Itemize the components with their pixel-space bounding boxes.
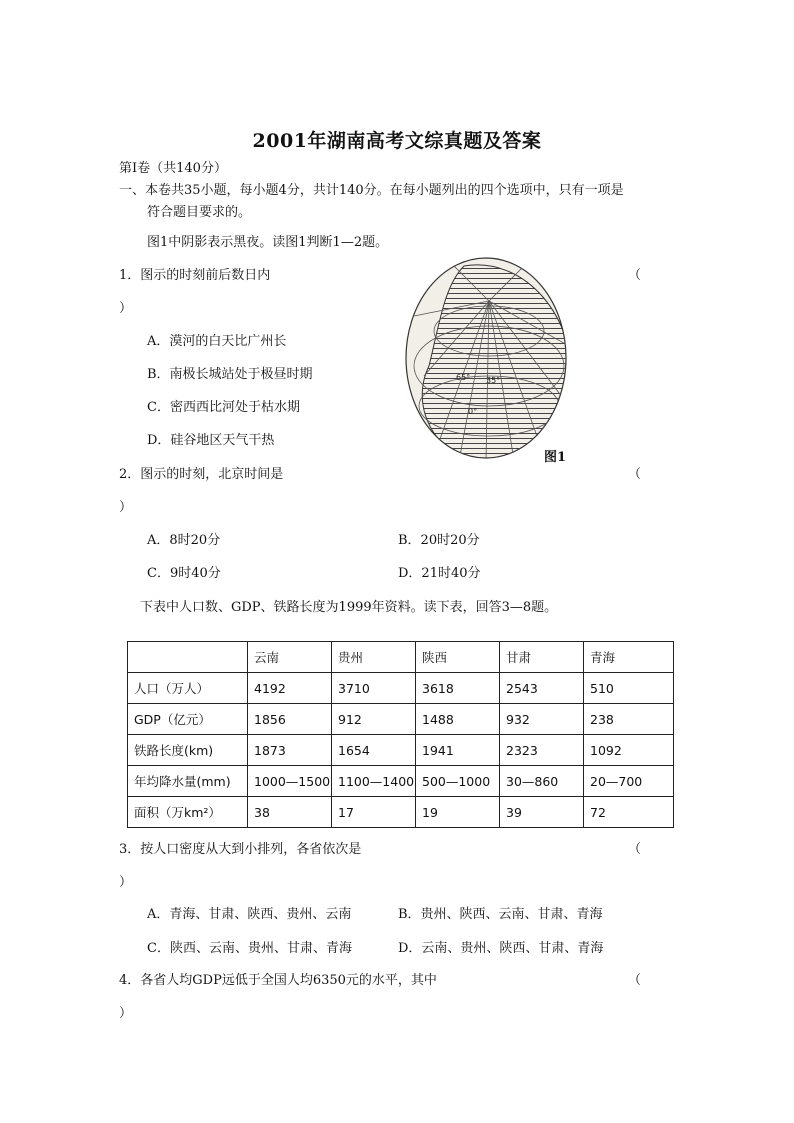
table-cell: 19	[416, 797, 500, 828]
province-data-table	[127, 641, 674, 828]
table-cell: 17	[332, 797, 416, 828]
table-header-cell: 云南	[248, 642, 332, 673]
table-intro: 下表中人口数、GDP、铁路长度为1999年资料。读下表，回答3—8题。	[140, 600, 558, 615]
table-row	[128, 797, 674, 828]
table-cell: 1488	[416, 704, 500, 735]
lat-label-0: 0°	[468, 407, 478, 416]
lat-label-35: 35°	[486, 376, 501, 385]
table-row	[128, 735, 674, 766]
q3-answer-paren-left: （	[628, 842, 642, 857]
table-cell: 38	[248, 797, 332, 828]
table-cell: 912	[332, 704, 416, 735]
q3-stem: 3．按人口密度从大到小排列，各省依次是	[119, 842, 362, 857]
table-cell: 20—700	[584, 766, 674, 797]
table-header-cell	[128, 642, 248, 673]
table-cell: 年均降水量(mm)	[128, 766, 248, 797]
q2-answer-paren-right: ）	[119, 500, 133, 515]
q2-option-a: A．8时20分	[147, 533, 221, 548]
page-title: 2001年湖南高考文综真题及答案	[252, 130, 542, 152]
q1-option-c: C．密西西比河处于枯水期	[147, 400, 300, 415]
q3-option-d: D．云南、贵州、陕西、甘肃、青海	[398, 941, 604, 956]
figure-caption: 图1	[544, 450, 567, 465]
figure-intro: 图1中阴影表示黑夜。读图1判断1—2题。	[147, 235, 389, 250]
table-cell: 30—860	[500, 766, 584, 797]
q3-answer-paren-right: ）	[119, 875, 133, 890]
table-cell: 500—1000	[416, 766, 500, 797]
q4-answer-paren-left: （	[628, 973, 642, 988]
instruction-line-1: 一、本卷共35小题，每小题4分，共计140分。在每小题列出的四个选项中，只有一项是	[119, 183, 624, 198]
table-cell: 72	[584, 797, 674, 828]
table-cell: 2543	[500, 673, 584, 704]
table-cell: 2323	[500, 735, 584, 766]
table-cell: 1873	[248, 735, 332, 766]
q1-option-b: B．南极长城站处于极昼时期	[147, 367, 313, 382]
table-cell: 4192	[248, 673, 332, 704]
q1-option-a: A．漠河的白天比广州长	[147, 334, 287, 349]
table-header-row	[128, 642, 674, 673]
table-cell: 3710	[332, 673, 416, 704]
table-row	[128, 766, 674, 797]
table-header-cell: 贵州	[332, 642, 416, 673]
instruction-line-2: 符合题目要求的。	[147, 205, 252, 220]
table-row	[128, 673, 674, 704]
table-cell: 人口（万人）	[128, 673, 248, 704]
q1-answer-paren-right: ）	[119, 301, 133, 316]
q3-option-b: B．贵州、陕西、云南、甘肃、青海	[398, 907, 603, 922]
q2-option-d: D．21时40分	[398, 566, 481, 581]
table-header-cell: 甘肃	[500, 642, 584, 673]
q3-option-c: C．陕西、云南、贵州、甘肃、青海	[147, 941, 352, 956]
table-cell: 238	[584, 704, 674, 735]
table-cell: 面积（万km²）	[128, 797, 248, 828]
table-header-cell: 陕西	[416, 642, 500, 673]
table-cell: 1000—1500	[248, 766, 332, 797]
q1-stem: 1．图示的时刻前后数日内	[119, 268, 271, 283]
table-cell: 39	[500, 797, 584, 828]
table-cell: 510	[584, 673, 674, 704]
section-heading: 第Ⅰ卷（共140分）	[119, 161, 227, 176]
q4-answer-paren-right: ）	[119, 1006, 133, 1021]
table-cell: 1941	[416, 735, 500, 766]
table-row	[128, 704, 674, 735]
table-header-cell: 青海	[584, 642, 674, 673]
q2-answer-paren-left: （	[628, 467, 642, 482]
table-cell: 3618	[416, 673, 500, 704]
table-cell: GDP（亿元）	[128, 704, 248, 735]
q3-option-a: A．青海、甘肃、陕西、贵州、云南	[147, 907, 352, 922]
q2-option-c: C．9时40分	[147, 566, 221, 581]
globe-illustration	[404, 256, 569, 460]
table-cell: 1654	[332, 735, 416, 766]
table-cell: 1100—1400	[332, 766, 416, 797]
table-cell: 1092	[584, 735, 674, 766]
q2-option-b: B．20时20分	[398, 533, 480, 548]
table-cell: 铁路长度(km)	[128, 735, 248, 766]
q4-stem: 4．各省人均GDP远低于全国人均6350元的水平，其中	[119, 973, 437, 988]
q2-stem: 2．图示的时刻，北京时间是	[119, 467, 284, 482]
table-cell: 932	[500, 704, 584, 735]
lat-label-65: 65°	[456, 373, 471, 382]
table-cell: 1856	[248, 704, 332, 735]
q1-answer-paren-left: （	[628, 268, 642, 283]
q1-option-d: D．硅谷地区天气干热	[147, 433, 275, 448]
figure-1-globe	[404, 256, 569, 460]
